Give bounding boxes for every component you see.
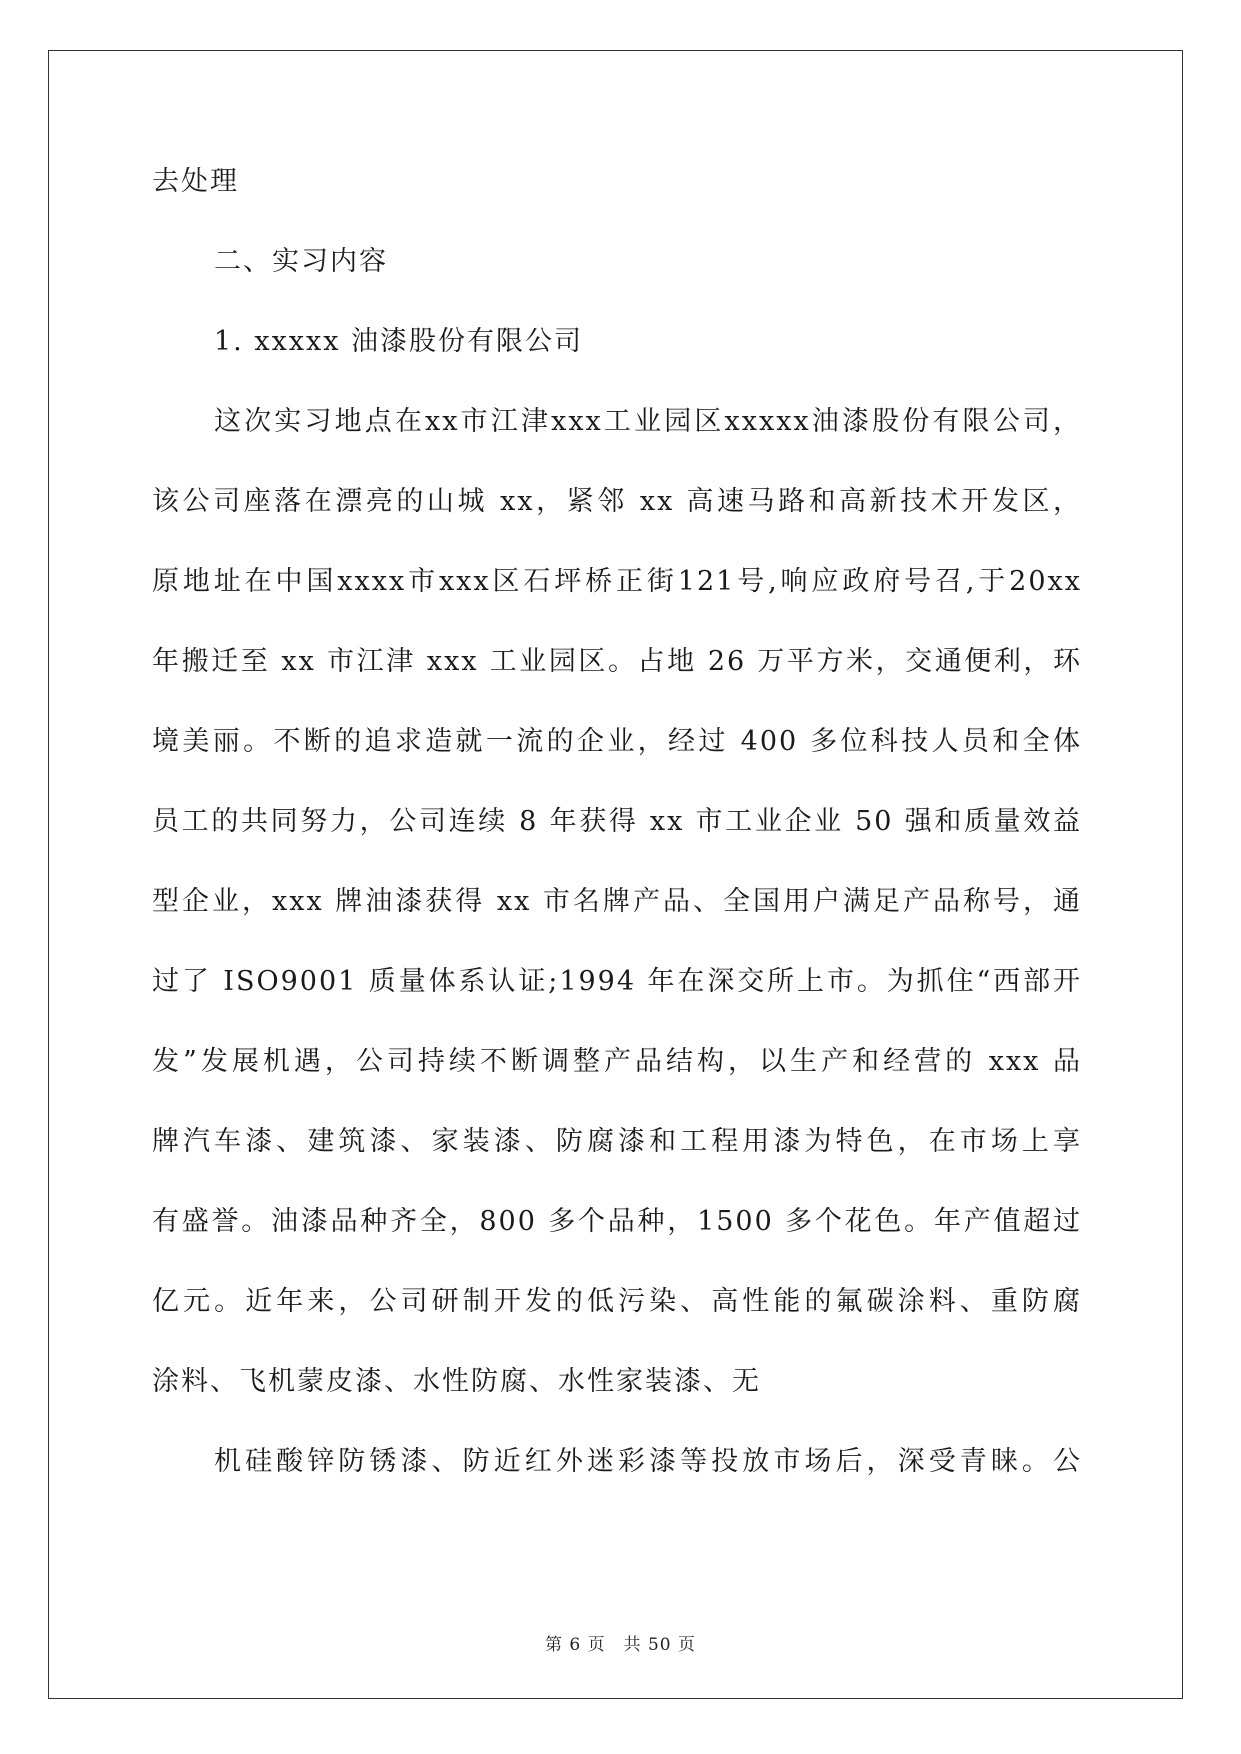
- paragraph-line: 原地址在中国xxxx市xxx区石坪桥正街121号,响应政府号召,于20xx: [152, 566, 1082, 597]
- subsection-heading: 1. xxxxx 油漆股份有限公司: [214, 326, 584, 357]
- paragraph-line: 境美丽。不断的追求造就一流的企业，经过 400 多位科技人员和全体: [152, 726, 1082, 757]
- text-line: 去处理: [152, 166, 239, 197]
- paragraph-line: 涂料、飞机蒙皮漆、水性防腐、水性家装漆、无: [152, 1366, 761, 1397]
- paragraph-line: 型企业，xxx 牌油漆获得 xx 市名牌产品、全国用户满足产品称号，通: [152, 886, 1082, 917]
- paragraph-line: 这次实习地点在xx市江津xxx工业园区xxxxx油漆股份有限公司，: [214, 406, 1082, 437]
- section-heading: 二、实习内容: [214, 246, 388, 277]
- paragraph-line: 亿元。近年来，公司研制开发的低污染、高性能的氟碳涂料、重防腐: [152, 1286, 1082, 1317]
- paragraph-line: 机硅酸锌防锈漆、防近红外迷彩漆等投放市场后，深受青睐。公: [214, 1446, 1082, 1477]
- paragraph-line: 该公司座落在漂亮的山城 xx，紧邻 xx 高速马路和高新技术开发区，: [152, 486, 1082, 517]
- paragraph-line: 员工的共同努力，公司连续 8 年获得 xx 市工业企业 50 强和质量效益: [152, 806, 1082, 837]
- paragraph-line: 过了 ISO9001 质量体系认证;1994 年在深交所上市。为抓住“西部开: [152, 966, 1082, 997]
- document-body: [152, 164, 1082, 1524]
- paragraph-line: 发”发展机遇，公司持续不断调整产品结构，以生产和经营的 xxx 品: [152, 1046, 1082, 1077]
- paragraph-line: 年搬迁至 xx 市江津 xxx 工业园区。占地 26 万平方米，交通便利，环: [152, 646, 1082, 677]
- paragraph-line: 有盛誉。油漆品种齐全，800 多个品种，1500 多个花色。年产值超过: [152, 1206, 1082, 1237]
- paragraph-line: 牌汽车漆、建筑漆、家装漆、防腐漆和工程用漆为特色，在市场上享: [152, 1126, 1082, 1157]
- page-number-footer: 第 6 页 共 50 页: [544, 1635, 697, 1655]
